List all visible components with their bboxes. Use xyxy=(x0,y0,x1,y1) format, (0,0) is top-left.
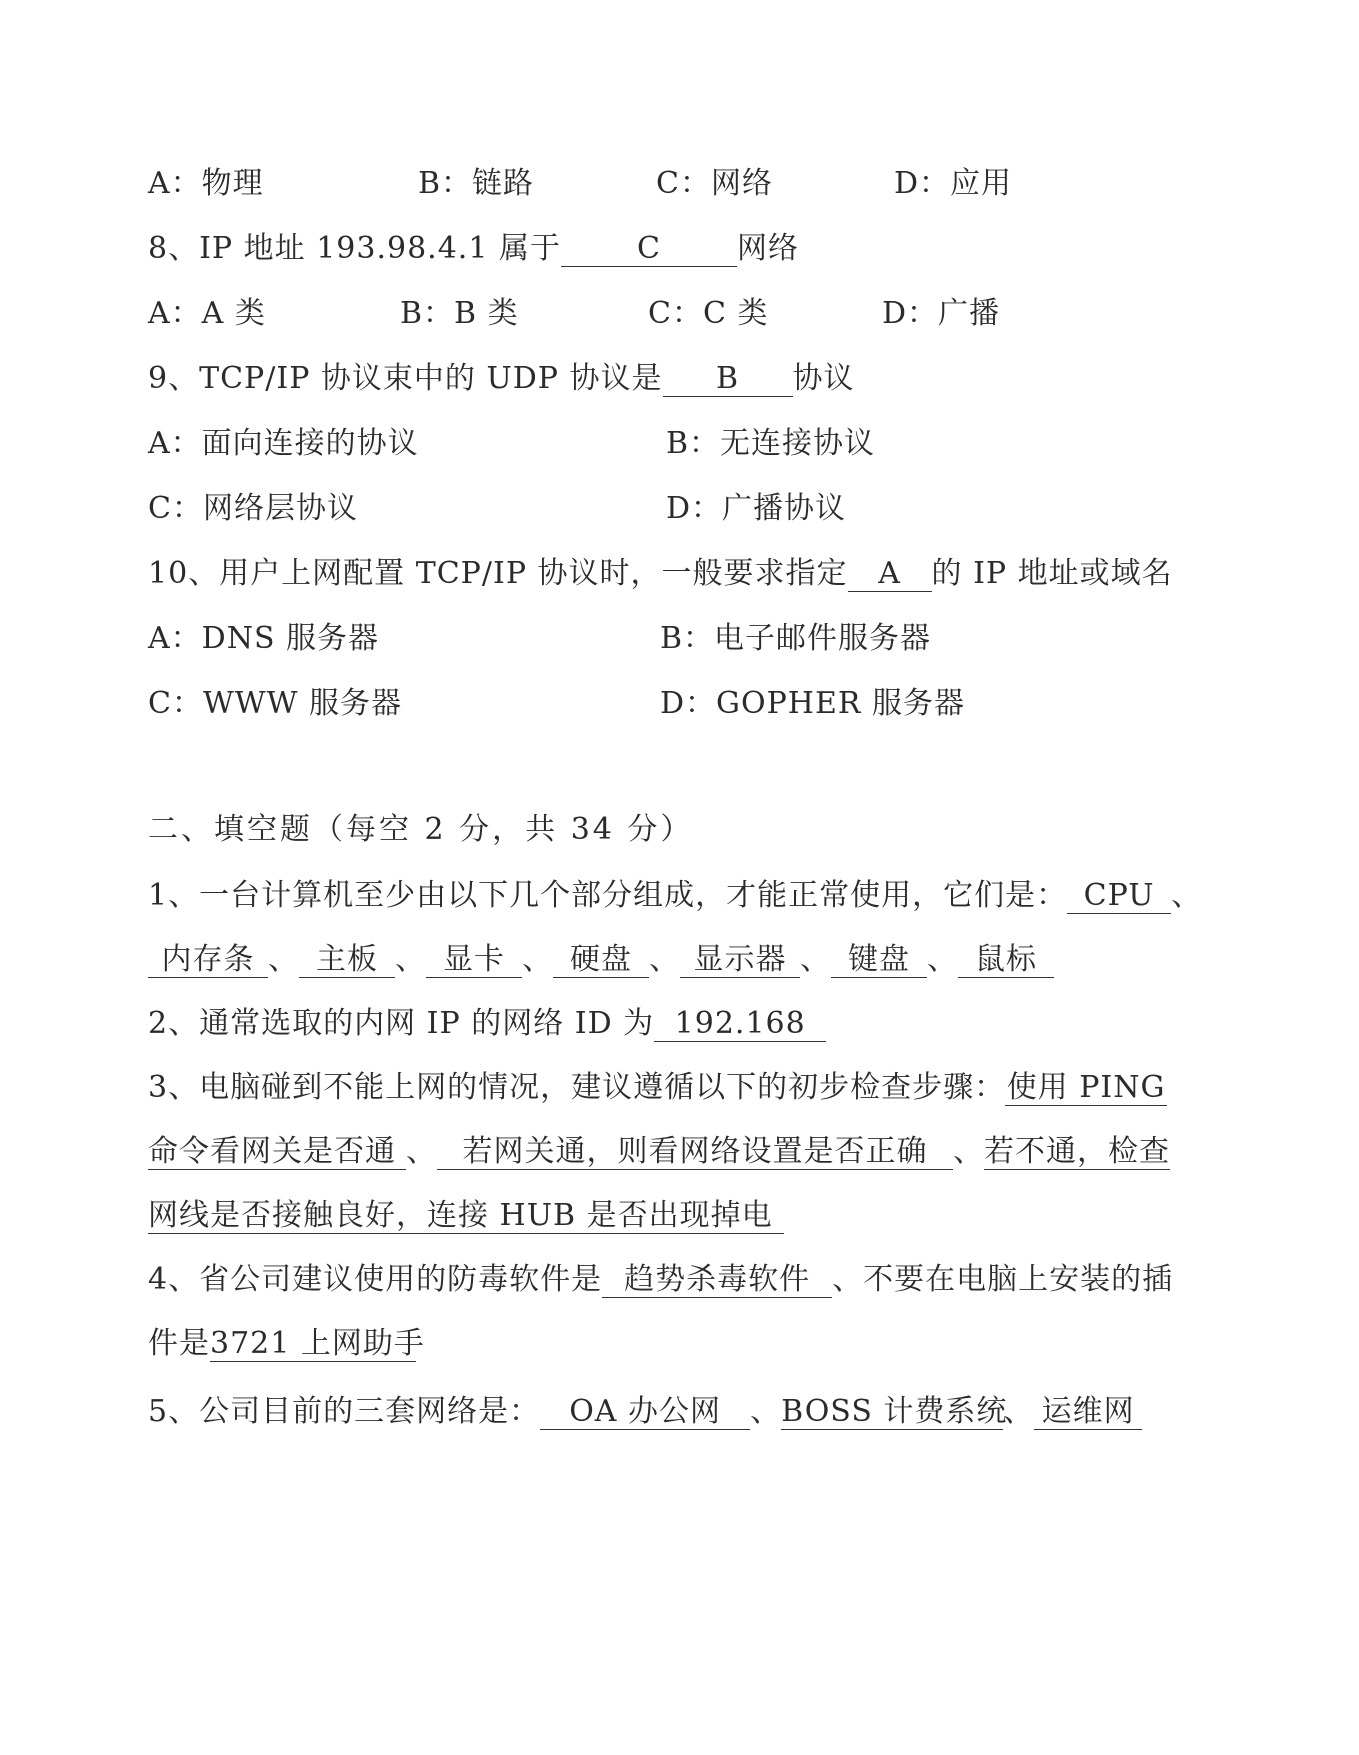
fill-1-answer-keyboard: 键盘 xyxy=(831,943,927,978)
question-9-suffix: 协议 xyxy=(792,361,855,396)
fill-1-sep-6: 、 xyxy=(927,942,958,977)
fill-5-answer-1: OA 办公网 xyxy=(540,1395,750,1430)
question-10-suffix: 的 IP 地址或域名 xyxy=(931,556,1173,591)
fill-5-answer-2: BOSS 计费系统 xyxy=(781,1394,1008,1429)
fill-3-sep-1: 、 xyxy=(406,1134,437,1169)
fill-1-sep-3: 、 xyxy=(522,942,553,977)
q8-option-b: B：B 类 xyxy=(400,296,519,331)
fill-5-sep-1: 、 xyxy=(750,1394,782,1429)
fill-3-line-1 xyxy=(148,1068,1167,1108)
fill-1-answer-mouse: 鼠标 xyxy=(958,943,1054,978)
fill-1-sep-1: 、 xyxy=(268,942,299,977)
fill-1-line-1 xyxy=(148,876,1202,916)
q8-option-c: C：C 类 xyxy=(648,296,769,331)
fill-1-answer-harddisk: 硬盘 xyxy=(553,943,649,978)
question-8-answer: C xyxy=(561,232,737,267)
q8-option-d: D：广播 xyxy=(882,296,1001,331)
fill-1-answer-cpu: CPU xyxy=(1067,879,1171,914)
fill-3-line-2 xyxy=(148,1132,1170,1172)
fill-1-answer-graphics: 显卡 xyxy=(426,943,522,978)
fill-3-answer-1a: 使用 PING xyxy=(1006,1070,1166,1105)
q9-option-d: D：广播协议 xyxy=(666,491,847,526)
q10-option-a: A：DNS 服务器 xyxy=(148,621,380,656)
question-9 xyxy=(148,359,855,399)
q7-option-d: D：应用 xyxy=(894,166,1013,201)
q10-option-b: B：电子邮件服务器 xyxy=(660,621,932,656)
fill-2-prefix: 2、通常选取的内网 IP 的网络 ID 为 xyxy=(148,1006,655,1041)
fill-3-answer-2: 若网关通，则看网络设置是否正确 xyxy=(437,1135,953,1170)
q10-option-c: C：WWW 服务器 xyxy=(148,686,402,721)
fill-5-prefix: 5、公司目前的三套网络是： xyxy=(148,1394,541,1429)
question-8-prefix: 8、IP 地址 193.98.4.1 属于 xyxy=(148,231,561,266)
question-10-prefix: 10、用户上网配置 TCP/IP 协议时，一般要求指定 xyxy=(148,556,848,591)
fill-5-answer-3: 运维网 xyxy=(1034,1395,1142,1430)
q7-option-a: A：物理 xyxy=(148,166,264,201)
question-9-prefix: 9、TCP/IP 协议束中的 UDP 协议是 xyxy=(148,361,663,396)
fill-1-line-2 xyxy=(148,940,1054,980)
fill-3-prefix: 3、电脑碰到不能上网的情况，建议遵循以下的初步检查步骤： xyxy=(148,1070,1006,1105)
question-8 xyxy=(148,229,799,269)
fill-3-answer-3b: 网线是否接触良好，连接 HUB 是否出现掉电 xyxy=(148,1199,784,1234)
question-9-answer: B xyxy=(663,362,793,397)
q9-option-a: A：面向连接的协议 xyxy=(148,426,419,461)
fill-3-sep-2: 、 xyxy=(953,1134,984,1169)
q10-option-d: D：GOPHER 服务器 xyxy=(660,686,965,721)
q7-option-c: C：网络 xyxy=(656,166,773,201)
fill-4-line-2 xyxy=(148,1324,425,1364)
q9-option-b: B：无连接协议 xyxy=(666,426,876,461)
fill-5 xyxy=(148,1392,1142,1432)
fill-4-answer-2: 3721 上网助手 xyxy=(210,1326,425,1361)
fill-3-answer-1b: 命令看网关是否通 xyxy=(148,1135,406,1170)
fill-2 xyxy=(148,1004,826,1044)
fill-1-answer-motherboard: 主板 xyxy=(299,943,395,978)
fill-1-prefix: 1、一台计算机至少由以下几个部分组成，才能正常使用，它们是： xyxy=(148,878,1068,913)
q9-option-c: C：网络层协议 xyxy=(148,491,358,526)
fill-5-sep-2: 、 xyxy=(1003,1394,1035,1429)
fill-2-answer: 192.168 xyxy=(654,1007,826,1042)
fill-1-answer-monitor: 显示器 xyxy=(680,943,800,978)
question-10 xyxy=(148,554,1173,594)
fill-4-prefix: 4、省公司建议使用的防毒软件是 xyxy=(148,1262,603,1297)
fill-4-mid: 、不要在电脑上安装的插 xyxy=(832,1262,1174,1297)
fill-1-answer-memory: 内存条 xyxy=(148,943,268,978)
question-8-suffix: 网络 xyxy=(736,231,799,266)
fill-4-answer-1: 趋势杀毒软件 xyxy=(602,1263,832,1298)
fill-1-separator: 、 xyxy=(1171,878,1203,913)
section-2-title: 二、填空题（每空 2 分，共 34 分） xyxy=(148,812,694,847)
fill-4-line-1 xyxy=(148,1260,1173,1300)
fill-3-line-3 xyxy=(148,1196,784,1236)
q8-option-a: A：A 类 xyxy=(148,296,266,331)
fill-1-sep-5: 、 xyxy=(800,942,831,977)
question-10-answer: A xyxy=(848,557,932,592)
q7-option-b: B：链路 xyxy=(418,166,535,201)
fill-1-sep-4: 、 xyxy=(649,942,680,977)
fill-4-line-2-prefix: 件是 xyxy=(148,1326,210,1361)
fill-1-sep-2: 、 xyxy=(395,942,426,977)
fill-3-answer-3a: 若不通，检查 xyxy=(984,1134,1170,1169)
